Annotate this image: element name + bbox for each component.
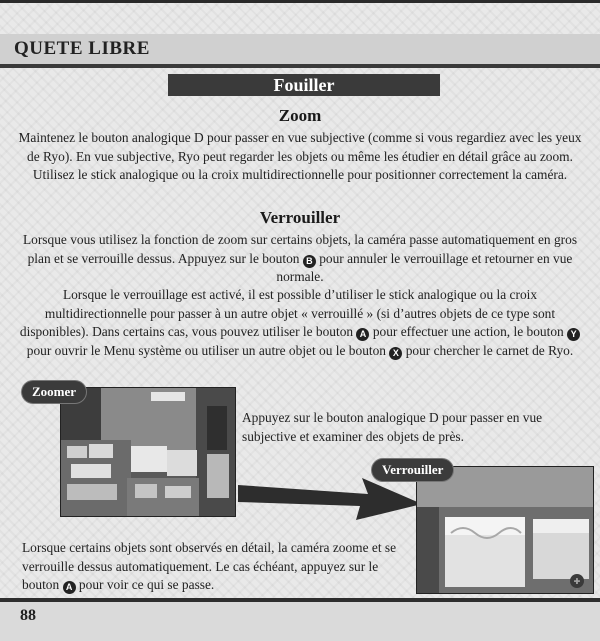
b-button-icon: B	[303, 255, 316, 268]
top-rule	[0, 0, 600, 3]
zoom-screenshot	[60, 387, 236, 517]
zoom-caption: Appuyez sur le bouton analogique D pour passer en vue subjective et examiner des objets de près.	[242, 410, 543, 444]
lock-p2-text-c: pour ouvrir le Menu système ou utiliser un autre objet ou le bouton	[26, 342, 386, 358]
lock-paragraph-2	[14, 286, 586, 360]
lock-caption-text-b: pour voir ce qui se passe.	[78, 577, 215, 593]
x-button-icon: X	[389, 347, 402, 360]
a-button-icon: A	[356, 328, 369, 341]
zoom-tag: Zoomer	[22, 381, 86, 403]
zoom-heading: Zoom	[278, 106, 322, 125]
zoom-paragraph: Maintenez le bouton analogique D pour passer en vue subjective (comme si vous regardiez avec les yeux de Ryo). En vue subjective, Ryo peut regarder les objets ou même les étudier en détail grâce au zoom. Utilisez le stick analogique ou la croix multidirectionnelle pour positionner correctement la caméra.	[18, 130, 582, 183]
y-button-icon: Y	[567, 328, 580, 341]
footer-band	[0, 602, 600, 641]
lock-p1-text-a: Lorsque vous utilisez la fonction de zoom sur certains objets, la caméra passe automatiquement en gros plan et se verrouille dessus. Appuyez sur le bouton	[22, 232, 578, 266]
lock-screenshot	[416, 466, 594, 594]
arrow-icon	[238, 476, 424, 522]
lock-p2-text-b: pour effectuer une action, le bouton	[372, 324, 564, 340]
lock-paragraph-1	[14, 231, 586, 287]
lock-p1-text-b: pour annuler le verrouillage et retourner en vue normale.	[276, 250, 573, 285]
lock-p2-text-d: pour chercher le carnet de Ryo.	[405, 342, 574, 358]
zoom-screenshot-image	[61, 388, 235, 516]
lock-heading: Verrouiller	[259, 208, 341, 227]
lock-caption	[22, 539, 414, 595]
page-number: 88	[20, 607, 36, 624]
section-title: QUETE LIBRE	[14, 38, 150, 59]
lock-tag: Verrouiller	[372, 459, 453, 481]
page-title-banner: Fouiller	[168, 74, 440, 96]
svg-text:✛: ✛	[573, 577, 581, 586]
lock-caption-text-a: Lorsque certains objets sont observés en détail, la caméra zoome et se verrouille dessus automatiquement. Le cas échéant, appuyez sur le bouton	[22, 540, 397, 593]
lock-screenshot-image	[417, 467, 593, 593]
a-button-icon: A	[63, 581, 76, 594]
lock-p2-text-a: Lorsque le verrouillage est activé, il est possible d’utiliser le stick analogique ou la croix multidirectionnelle pour passer à un autre objet « verrouillé » (si d’autres objets de ce type sont disponibles). Dans certains cas, vous pouvez utiliser le bouton	[19, 287, 556, 340]
